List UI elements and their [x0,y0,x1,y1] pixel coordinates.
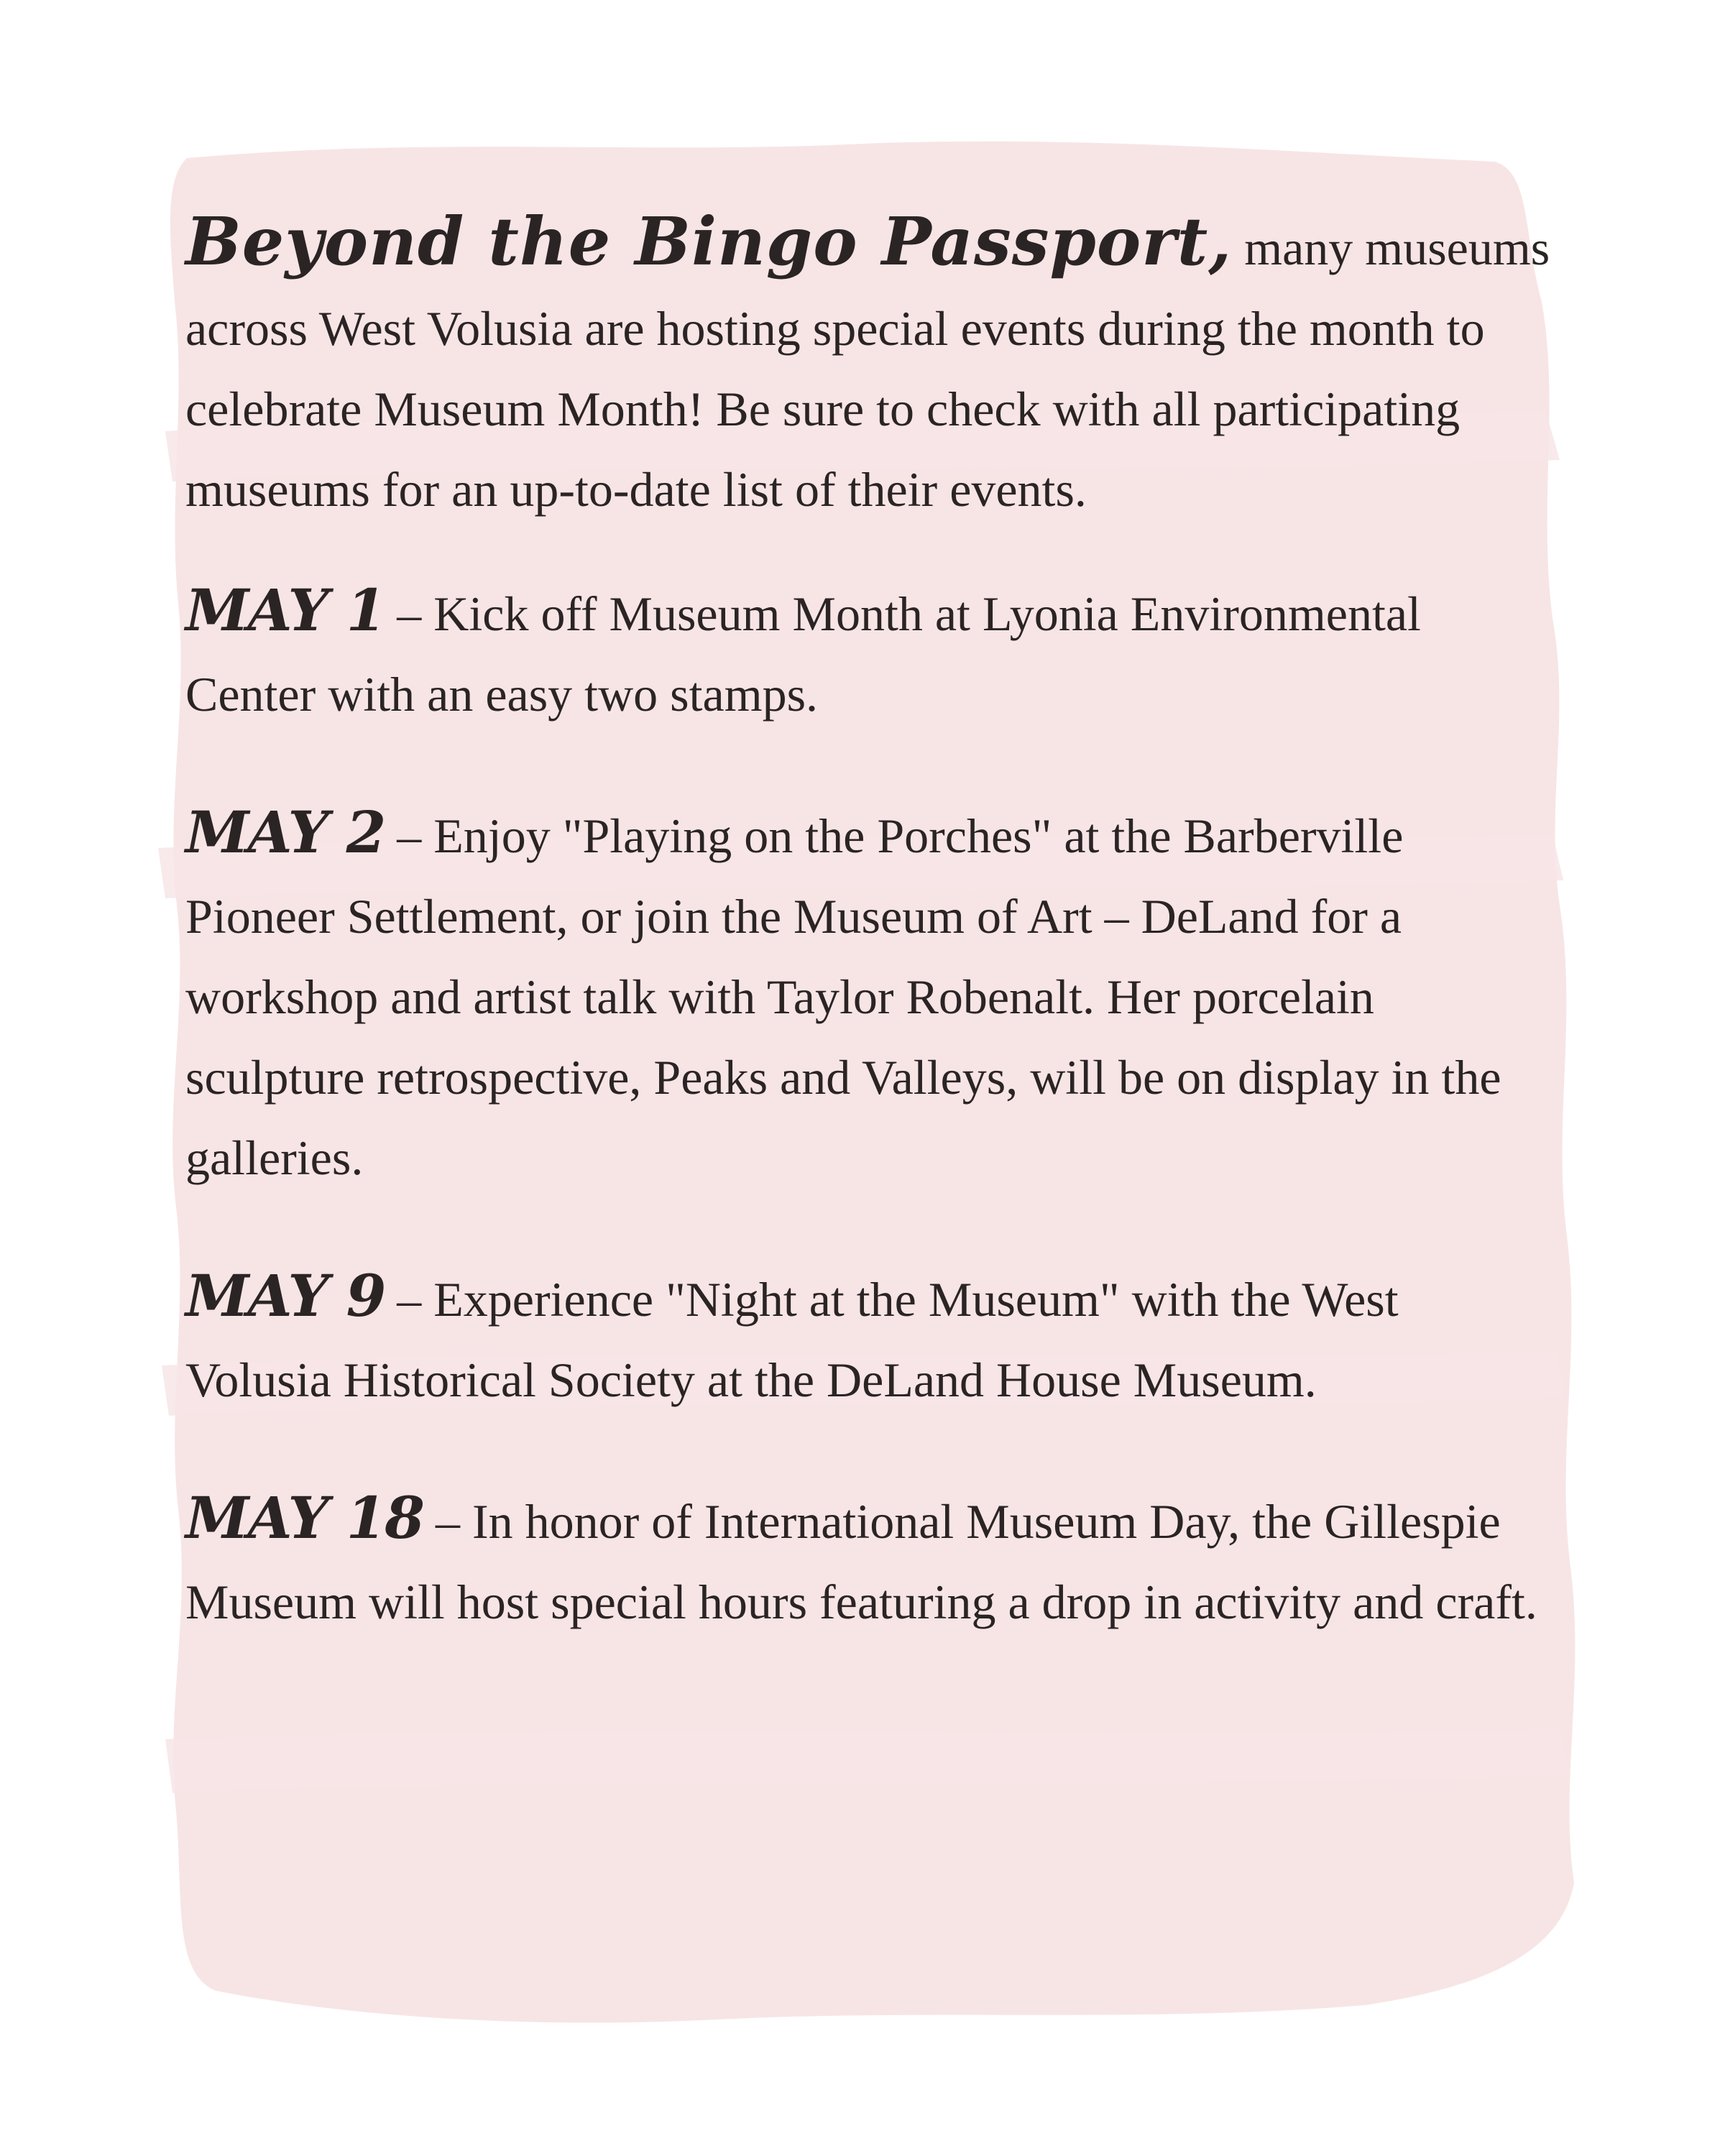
event-may-9 [185,1256,1551,1420]
event-separator: – [423,1494,472,1549]
event-date: MAY 18 [185,1484,423,1552]
event-text: Enjoy "Playing on the Porches" at the Barberville Pioneer Settlement, or join the Museum of Art – DeLand for a workshop and artist talk with Taylor Robenalt. Her porcelain sculpture retrospective, Peaks and Valleys, will be on display in the galleries. [185,808,1501,1185]
intro-title: Beyond the Bingo Passport, [185,203,1233,280]
event-may-1 [185,570,1551,734]
event-separator: – [385,1272,434,1327]
event-may-18 [185,1478,1551,1642]
events-content [185,201,1551,1700]
event-date: MAY 1 [185,576,385,644]
event-text: In honor of International Museum Day, the Gillespie Museum will host special hours featuring a drop in activity and craft. [185,1494,1537,1629]
event-date: MAY 2 [185,798,385,866]
event-text: Kick off Museum Month at Lyonia Environmental Center with an easy two stamps. [185,586,1421,722]
event-text: Experience "Night at the Museum" with the West Volusia Historical Society at the DeLand House Museum. [185,1272,1399,1407]
event-separator: – [385,808,434,863]
intro-text: many museums across West Volusia are hosting special events during the month to celebrate Museum Month! Be sure to check with all participating museums for an up-to-date list of their events. [185,221,1550,517]
event-date: MAY 9 [185,1262,385,1330]
event-separator: – [385,586,434,641]
event-may-2 [185,792,1551,1198]
intro-paragraph [185,201,1551,530]
